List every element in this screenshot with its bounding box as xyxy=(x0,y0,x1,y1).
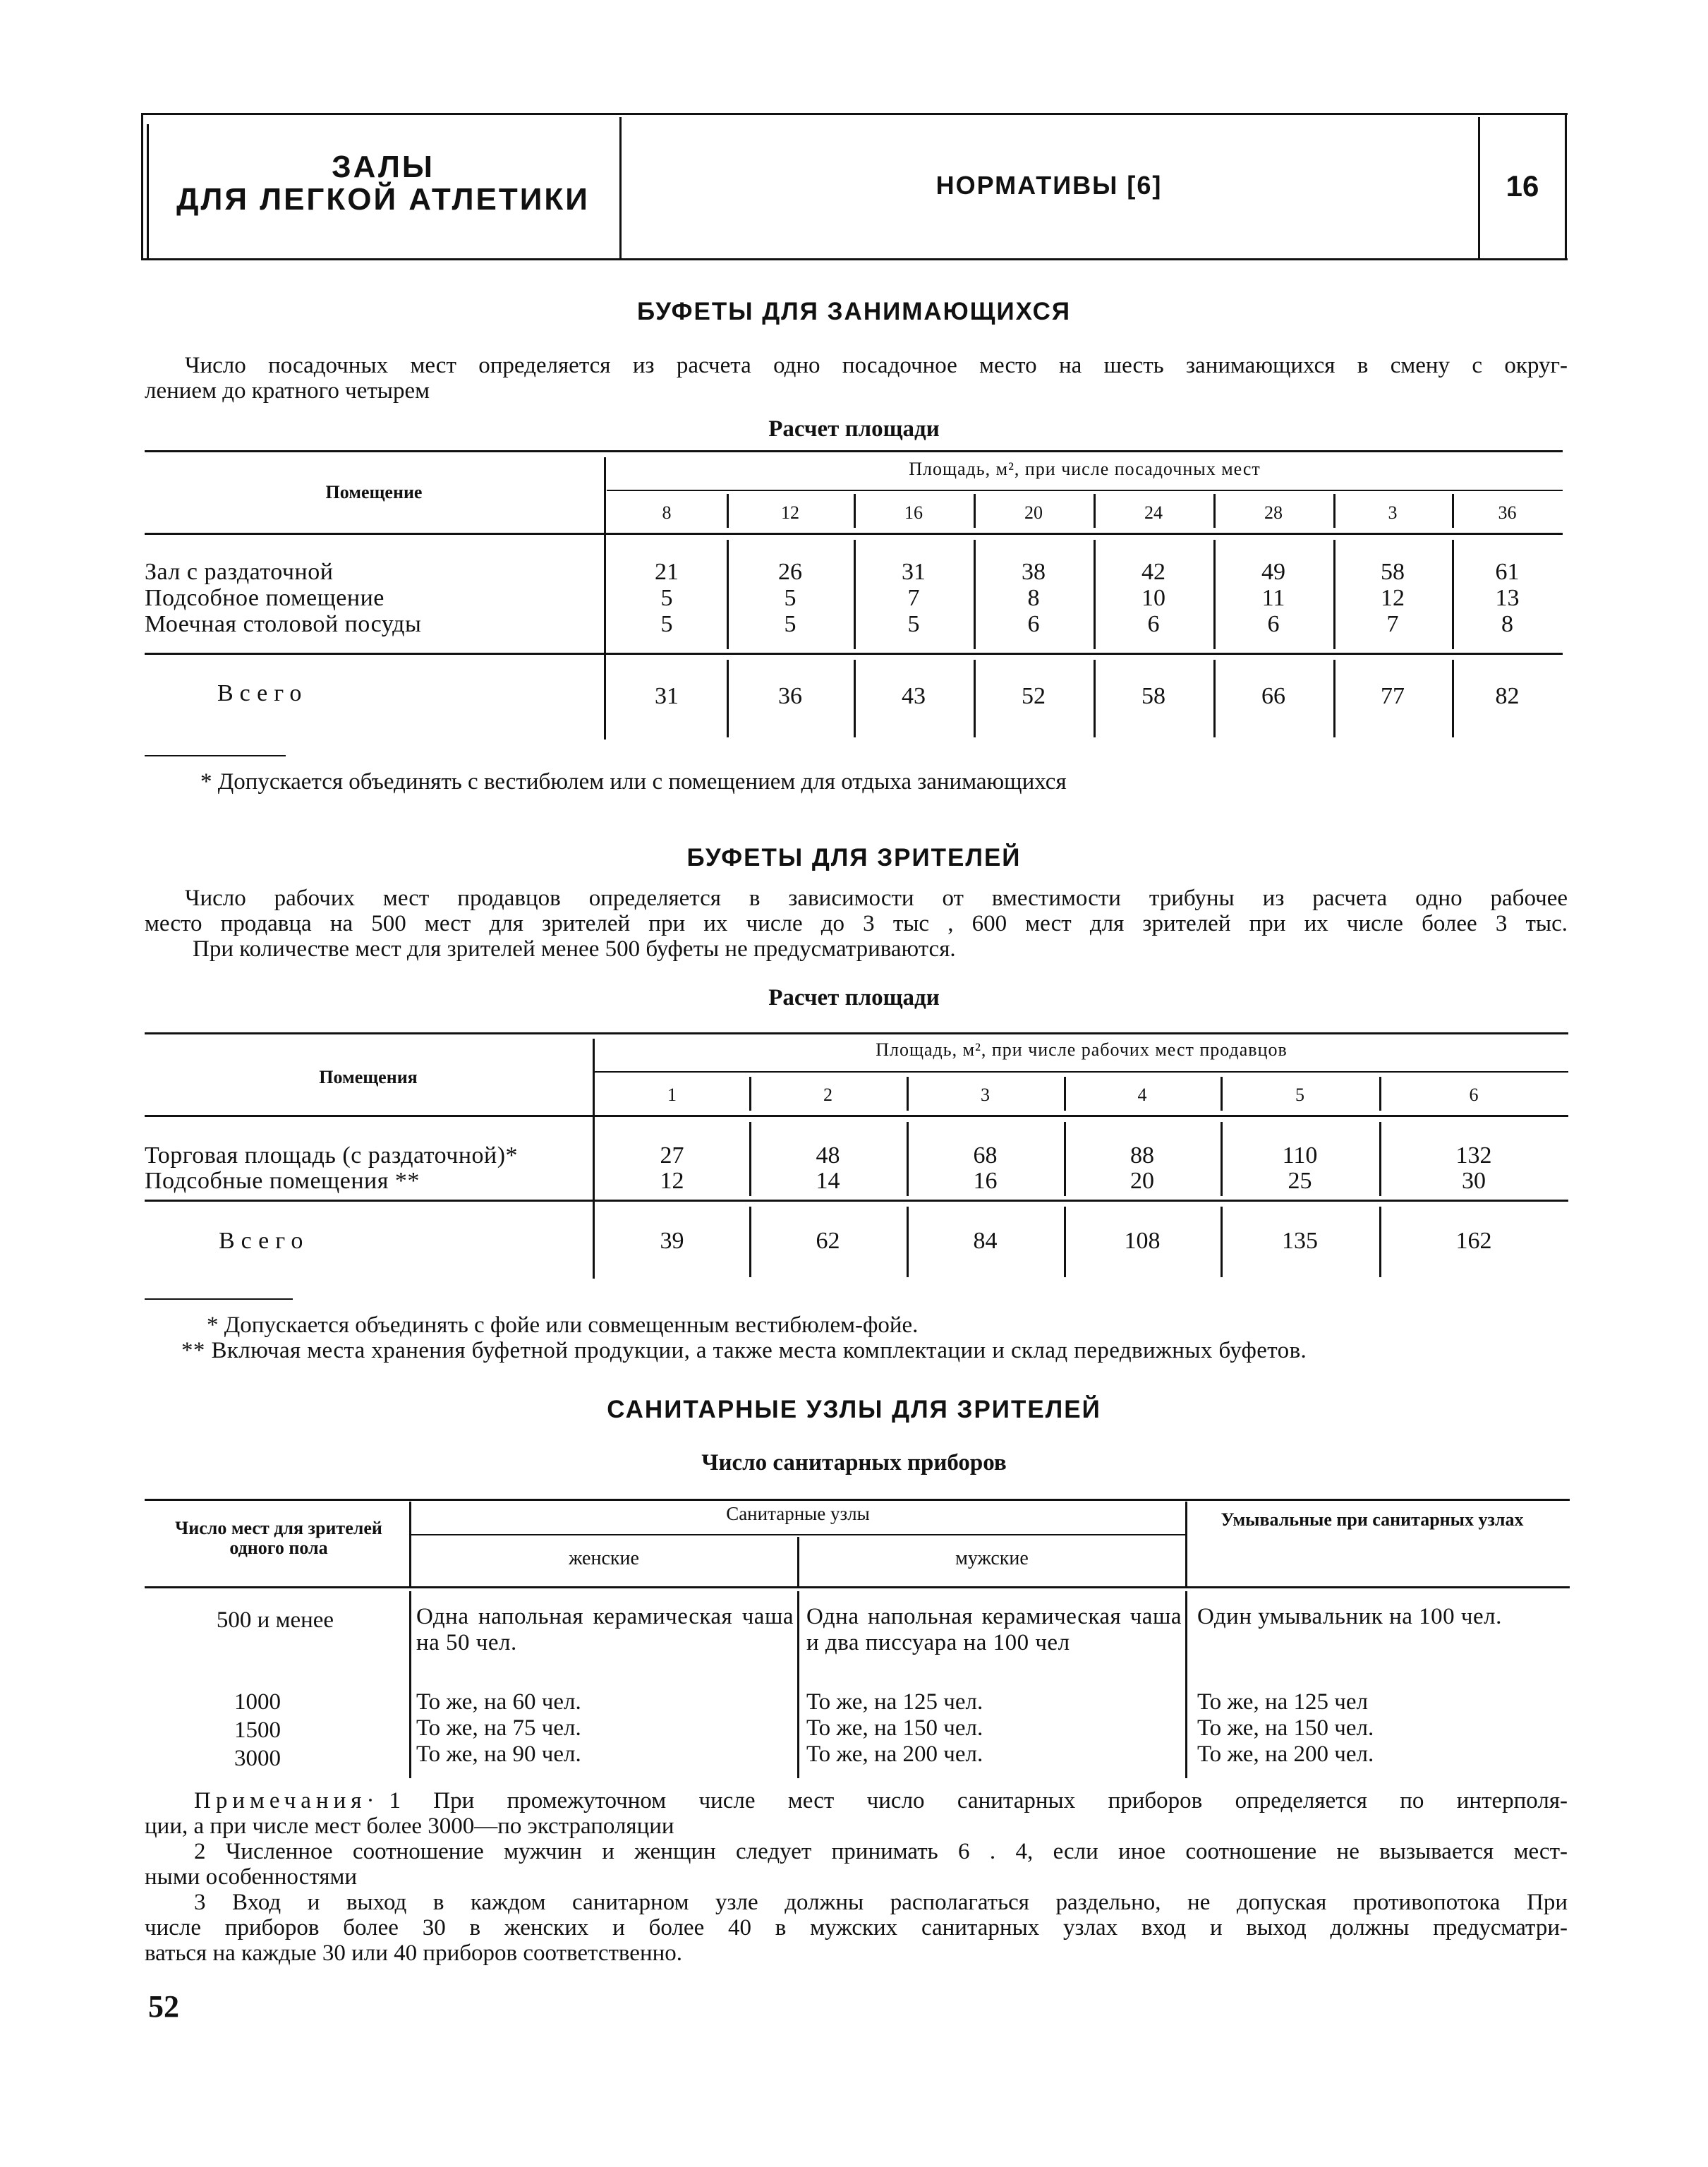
table1-cell: 8 xyxy=(1501,611,1513,637)
table2-cell: 68 xyxy=(973,1142,998,1169)
table2-cell: 48 xyxy=(816,1142,840,1169)
table1-divider xyxy=(1452,494,1454,528)
section1-intro-line2: лением до кратного четырем xyxy=(145,378,430,404)
header-title-line1: ЗАЛЫ xyxy=(332,150,435,184)
table2-cell: 14 xyxy=(816,1168,840,1194)
table2-divider xyxy=(1064,1077,1066,1111)
notes-label: Примечания· xyxy=(194,1788,380,1813)
table1-cell: 6 xyxy=(1027,611,1040,637)
table3-female-cell: Одна напольная керамическая чаша на 50 чел. xyxy=(416,1604,794,1655)
table1-cell: 5 xyxy=(784,585,797,611)
section1-footnote: * Допускается объединять с вестибюлем или с помещением для отдыха занимающихся xyxy=(200,769,1067,795)
table1-total-label: Всего xyxy=(217,680,308,706)
section2-heading: БУФЕТЫ ДЛЯ ЗРИТЕЛЕЙ xyxy=(686,844,1022,871)
table2-divider xyxy=(1379,1077,1381,1111)
note3-line2: числе приборов более 30 в женских и более 40 в мужских санитарных узлах вход и выход должны предусматри- xyxy=(145,1915,1568,1940)
section2-footnote2: ** Включая места хранения буфетной продукции, а также места комплектации и склад передвижных буфетов. xyxy=(181,1338,1307,1363)
table3-female-header: женские xyxy=(569,1547,639,1569)
table3-male-header: мужские xyxy=(955,1547,1029,1569)
table2-total-cell: 162 xyxy=(1455,1228,1492,1254)
table3-seats-header: Число мест для зрителей одного пола xyxy=(175,1518,382,1558)
section2-table-caption: Расчет площади xyxy=(768,985,940,1010)
table3-male-cell: То же, на 150 чел. xyxy=(806,1715,983,1741)
note1-line1: 1 При промежуточном числе мест число санитарных приборов определяется по интерполя- xyxy=(389,1788,1568,1813)
table2-cell: 110 xyxy=(1282,1142,1318,1169)
section1-heading: БУФЕТЫ ДЛЯ ЗАНИМАЮЩИХСЯ xyxy=(636,298,1072,325)
table1-cell: 31 xyxy=(902,559,926,585)
table1-seat-count: 12 xyxy=(781,502,799,523)
section1-intro-line1: Число посадочных мест определяется из расчета одно посадочное место на шесть занимающихся в смену с округ- xyxy=(185,353,1568,378)
table3-seats-cell: 3000 xyxy=(234,1746,281,1771)
table3-male-cell: Одна напольная керамическая чаша и два писсуара на 100 чел xyxy=(806,1604,1182,1655)
table3-units-header: Санитарные узлы xyxy=(726,1503,870,1524)
table1-divider xyxy=(727,494,729,528)
table1-cell: 5 xyxy=(784,611,797,637)
table1-total-cell: 58 xyxy=(1141,683,1165,709)
table3-male-cell: То же, на 200 чел. xyxy=(806,1742,983,1767)
section3-heading: САНИТАРНЫЕ УЗЛЫ ДЛЯ ЗРИТЕЛЕЙ xyxy=(607,1396,1101,1423)
table1-cell: 6 xyxy=(1267,611,1280,637)
table1-cell: 13 xyxy=(1495,585,1520,611)
table2-room-header: Помещения xyxy=(319,1067,418,1087)
table1-area-header: Площадь, м², при числе посадочных мест xyxy=(909,459,1261,479)
table2-row-label: Торговая площадь (с раздаточной)* xyxy=(145,1142,519,1169)
table2-total-cell: 62 xyxy=(816,1228,840,1254)
table3-wash-header: Умывальные при санитарных узлах xyxy=(1221,1509,1524,1530)
table1-total-cell: 77 xyxy=(1381,683,1405,709)
table2-divider xyxy=(1221,1077,1223,1111)
table2-divider xyxy=(907,1077,909,1111)
table1-cell: 49 xyxy=(1261,559,1285,585)
table1-cell: 26 xyxy=(778,559,802,585)
table1-cell: 7 xyxy=(1386,611,1399,637)
table2-total-label: Всего xyxy=(219,1228,310,1254)
table1-seat-count: 28 xyxy=(1264,502,1283,523)
table3-wash-cell: То же, на 200 чел. xyxy=(1197,1742,1374,1767)
table2-cell: 30 xyxy=(1462,1168,1486,1194)
table3-wash-cell: Один умывальник на 100 чел. xyxy=(1197,1604,1502,1629)
table2-seller-count: 1 xyxy=(667,1085,677,1105)
section3-table-caption: Число санитарных приборов xyxy=(701,1450,1007,1475)
note1-line2: ции, а при числе мест более 3000—по экстраполяции xyxy=(145,1813,674,1839)
table1-cell: 8 xyxy=(1027,585,1040,611)
table1-total-cell: 66 xyxy=(1261,683,1285,709)
table2-cell: 12 xyxy=(660,1168,684,1194)
table3-male-cell: То же, на 125 чел. xyxy=(806,1689,983,1715)
table2-seller-count: 6 xyxy=(1469,1085,1479,1105)
table1-seat-count: 8 xyxy=(662,502,672,523)
table1-cell: 42 xyxy=(1141,559,1165,585)
table1-cell: 11 xyxy=(1261,585,1285,611)
table1-cell: 12 xyxy=(1381,585,1405,611)
table2-divider xyxy=(749,1077,751,1111)
table1-seat-count: 24 xyxy=(1144,502,1163,523)
table3-female-cell: То же, на 75 чел. xyxy=(416,1715,581,1741)
table1-row-label: Подсобное помещение xyxy=(145,585,384,611)
table2-cell: 20 xyxy=(1130,1168,1154,1194)
note3-line3: ваться на каждые 30 или 40 приборов соответственно. xyxy=(145,1940,683,1966)
table1-cell: 6 xyxy=(1147,611,1160,637)
table1-seat-count: 36 xyxy=(1498,502,1517,523)
table1-cell: 10 xyxy=(1141,585,1165,611)
section2-footnote1: * Допускается объединять с фойе или совмещенным вестибюлем-фойе. xyxy=(207,1312,919,1338)
table2-seller-count: 4 xyxy=(1137,1085,1147,1105)
table1-seat-count: 3 xyxy=(1388,502,1398,523)
table2-total-cell: 39 xyxy=(660,1228,684,1254)
table1-divider xyxy=(974,494,976,528)
table1-row-label: Моечная столовой посуды xyxy=(145,611,422,637)
table1-total-cell: 31 xyxy=(655,683,679,709)
table1-seat-count: 20 xyxy=(1024,502,1043,523)
header-title-line2: ДЛЯ ЛЕГКОЙ АТЛЕТИКИ xyxy=(176,182,590,217)
table3-seats-cell: 1000 xyxy=(234,1689,281,1715)
section2-intro-line3: При количестве мест для зрителей менее 500 буфеты не предусматриваются. xyxy=(193,936,956,962)
table1-cell: 21 xyxy=(655,559,679,585)
table2-cell: 16 xyxy=(973,1168,998,1194)
table1-divider xyxy=(1333,494,1335,528)
table3-seats-cell: 1500 xyxy=(234,1718,281,1743)
note3-line1: 3 Вход и выход в каждом санитарном узле должны располагаться раздельно, не допуская противопотока При xyxy=(194,1890,1568,1915)
table1-cell: 7 xyxy=(907,585,920,611)
table1-cell: 5 xyxy=(907,611,920,637)
table2-cell: 88 xyxy=(1130,1142,1154,1169)
table2-seller-count: 3 xyxy=(981,1085,990,1105)
table2-seller-count: 5 xyxy=(1295,1085,1304,1105)
table3-seats-cell: 500 и менее xyxy=(216,1607,334,1633)
note2-line1: 2 Численное соотношение мужчин и женщин следует принимать 6 . 4, если иное соотношение не вызывается мест- xyxy=(194,1839,1568,1864)
table3-female-cell: То же, на 60 чел. xyxy=(416,1689,581,1715)
table1-room-header: Помещение xyxy=(325,482,423,502)
table1-cell: 61 xyxy=(1495,559,1520,585)
table1-divider xyxy=(1094,494,1096,528)
table2-total-cell: 108 xyxy=(1124,1228,1161,1254)
table1-total-cell: 52 xyxy=(1022,683,1046,709)
table3-wash-cell: То же, на 150 чел. xyxy=(1197,1715,1374,1741)
section2-intro-line1: Число рабочих мест продавцов определяется в зависимости от вместимости трибуны из расчета одно рабочее xyxy=(185,886,1568,911)
header-sheet-number: 16 xyxy=(1506,169,1539,203)
table1-cell: 58 xyxy=(1381,559,1405,585)
table2-seller-count: 2 xyxy=(823,1085,832,1105)
table2-row-label: Подсобные помещения ** xyxy=(145,1168,420,1194)
header-section: НОРМАТИВЫ [6] xyxy=(935,171,1163,200)
table2-total-cell: 84 xyxy=(973,1228,998,1254)
table2-cell: 27 xyxy=(660,1142,684,1169)
table2-total-cell: 135 xyxy=(1282,1228,1318,1254)
table1-cell: 38 xyxy=(1022,559,1046,585)
table2-cell: 132 xyxy=(1455,1142,1492,1169)
table1-total-cell: 36 xyxy=(778,683,802,709)
table1-row-label: Зал с раздаточной xyxy=(145,559,334,585)
table1-cell: 5 xyxy=(660,585,673,611)
table2-cell: 25 xyxy=(1288,1168,1312,1194)
table1-total-cell: 82 xyxy=(1495,683,1520,709)
table1-total-cell: 43 xyxy=(902,683,926,709)
table2-area-header: Площадь, м², при числе рабочих мест продавцов xyxy=(876,1039,1288,1060)
page-number: 52 xyxy=(148,1989,179,2024)
note2-line2: ными особенностями xyxy=(145,1864,358,1890)
section1-table-caption: Расчет площади xyxy=(768,416,940,442)
table1-divider xyxy=(854,494,856,528)
table3-wash-cell: То же, на 125 чел xyxy=(1197,1689,1368,1715)
table3-female-cell: То же, на 90 чел. xyxy=(416,1742,581,1767)
table1-seat-count: 16 xyxy=(904,502,923,523)
section2-intro-line2: место продавца на 500 мест для зрителей при их числе до 3 тыс , 600 мест для зрителей при их числе более 3 тыс. xyxy=(145,911,1568,936)
table1-cell: 5 xyxy=(660,611,673,637)
table1-divider xyxy=(1213,494,1216,528)
